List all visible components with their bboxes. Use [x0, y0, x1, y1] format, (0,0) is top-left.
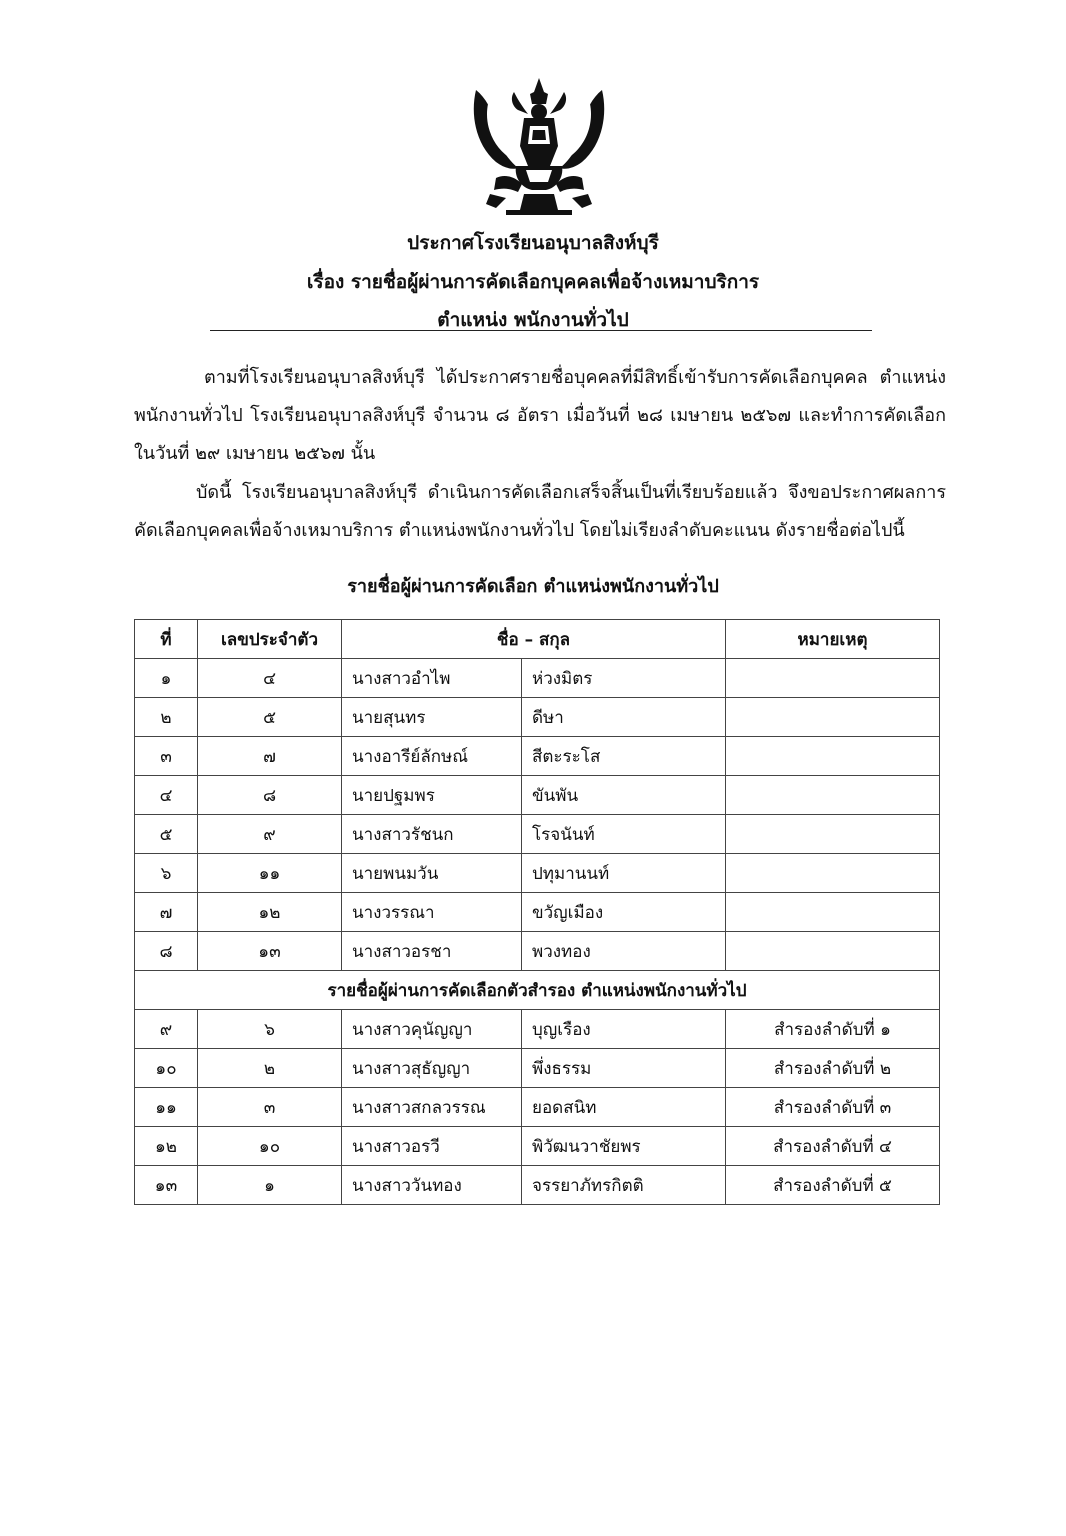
cell-id: ๔ [198, 659, 342, 698]
cell-last-name: พึ่งธรรม [522, 1049, 726, 1088]
cell-note [726, 776, 940, 815]
cell-first-name: นางสาวสกลวรรณ [342, 1088, 522, 1127]
cell-no: ๘ [135, 932, 198, 971]
cell-no: ๓ [135, 737, 198, 776]
table-title: รายชื่อผู้ผ่านการคัดเลือก ตำแหน่งพนักงานทั่วไป [347, 576, 719, 597]
cell-first-name: นายพนมวัน [342, 854, 522, 893]
cell-note [726, 893, 940, 932]
results-table [134, 619, 940, 1205]
cell-last-name: สีตะระโส [522, 737, 726, 776]
cell-id: ๗ [198, 737, 342, 776]
cell-no: ๑๐ [135, 1049, 198, 1088]
cell-note [726, 698, 940, 737]
cell-no: ๗ [135, 893, 198, 932]
table-row [135, 698, 940, 737]
table-header-row [135, 620, 940, 659]
column-header-note: หมายเหตุ [726, 620, 940, 659]
cell-last-name: บุญเรือง [522, 1010, 726, 1049]
cell-no: ๔ [135, 776, 198, 815]
table-row [135, 1166, 940, 1205]
column-header-name: ชื่อ – สกุล [342, 620, 726, 659]
cell-last-name: ขวัญเมือง [522, 893, 726, 932]
cell-first-name: นางวรรณา [342, 893, 522, 932]
cell-first-name: นางสาววันทอง [342, 1166, 522, 1205]
cell-note: สำรองลำดับที่ ๒ [726, 1049, 940, 1088]
table-row [135, 815, 940, 854]
cell-note: สำรองลำดับที่ ๓ [726, 1088, 940, 1127]
cell-no: ๑๓ [135, 1166, 198, 1205]
cell-id: ๑๒ [198, 893, 342, 932]
table-row [135, 1010, 940, 1049]
cell-note [726, 737, 940, 776]
body-paragraph-2: บัดนี้ โรงเรียนอนุบาลสิงห์บุรี ดำเนินการคัดเลือกเสร็จสิ้นเป็นที่เรียบร้อยแล้ว จึงขอประกาศผลการคัดเลือกบุคคลเพื่อจ้างเหมาบริการ ตำแหน่งพนักงานทั่วไป โดยไม่เรียงลำดับคะแนน ดังรายชื่อต่อไปนี้ [134, 482, 946, 541]
table-body [135, 659, 940, 1205]
column-header-id: เลขประจำตัว [198, 620, 342, 659]
cell-no: ๑๑ [135, 1088, 198, 1127]
cell-id: ๙ [198, 815, 342, 854]
table-row [135, 854, 940, 893]
cell-id: ๕ [198, 698, 342, 737]
announcement-subject: เรื่อง รายชื่อผู้ผ่านการคัดเลือกบุคคลเพื่อจ้างเหมาบริการ [306, 271, 760, 293]
cell-no: ๑๒ [135, 1127, 198, 1166]
cell-first-name: นายสุนทร [342, 698, 522, 737]
table-row [135, 737, 940, 776]
cell-note [726, 854, 940, 893]
cell-id: ๑๓ [198, 932, 342, 971]
cell-note: สำรองลำดับที่ ๕ [726, 1166, 940, 1205]
cell-last-name: ห่วงมิตร [522, 659, 726, 698]
cell-no: ๖ [135, 854, 198, 893]
table-row [135, 932, 940, 971]
cell-last-name: พิวัฒนวาชัยพร [522, 1127, 726, 1166]
table-row [135, 893, 940, 932]
cell-first-name: นางสาวอรชา [342, 932, 522, 971]
table-row [135, 1088, 940, 1127]
cell-no: ๒ [135, 698, 198, 737]
table-row [135, 776, 940, 815]
cell-last-name: จรรยาภัทรกิตติ [522, 1166, 726, 1205]
cell-first-name: นางสาวอรวี [342, 1127, 522, 1166]
cell-note: สำรองลำดับที่ ๔ [726, 1127, 940, 1166]
cell-note [726, 659, 940, 698]
cell-id: ๖ [198, 1010, 342, 1049]
garuda-emblem [466, 70, 612, 220]
table-row [135, 659, 940, 698]
cell-first-name: นางสาวคุนัญญา [342, 1010, 522, 1049]
cell-first-name: นางสาวรัชนก [342, 815, 522, 854]
cell-last-name: ปทุมานนท์ [522, 854, 726, 893]
cell-no: ๙ [135, 1010, 198, 1049]
reserve-header-row [135, 971, 940, 1010]
cell-first-name: นางอารีย์ลักษณ์ [342, 737, 522, 776]
cell-id: ๑ [198, 1166, 342, 1205]
cell-no: ๑ [135, 659, 198, 698]
cell-last-name: โรจนันท์ [522, 815, 726, 854]
title-underline [210, 330, 872, 331]
cell-id: ๘ [198, 776, 342, 815]
cell-id: ๑๐ [198, 1127, 342, 1166]
reserve-section-title: รายชื่อผู้ผ่านการคัดเลือกตัวสำรอง ตำแหน่งพนักงานทั่วไป [135, 971, 940, 1010]
cell-note: สำรองลำดับที่ ๑ [726, 1010, 940, 1049]
cell-no: ๕ [135, 815, 198, 854]
table-row [135, 1127, 940, 1166]
cell-first-name: นางสาวอำไพ [342, 659, 522, 698]
body-paragraph-1: ตามที่โรงเรียนอนุบาลสิงห์บุรี ได้ประกาศรายชื่อบุคคลที่มีสิทธิ์เข้ารับการคัดเลือกบุคคล ตำแหน่งพนักงานทั่วไป โรงเรียนอนุบาลสิงห์บุรี จำนวน ๘ อัตรา เมื่อวันที่ ๒๘ เมษายน ๒๕๖๗ และทำการคัดเลือกในวันที่ ๒๙ เมษายน ๒๕๖๗ นั้น [134, 367, 946, 464]
table-row [135, 1049, 940, 1088]
cell-last-name: พวงทอง [522, 932, 726, 971]
announcement-position: ตำแหน่ง พนักงานทั่วไป [437, 309, 629, 331]
cell-last-name: ยอดสนิท [522, 1088, 726, 1127]
cell-id: ๑๑ [198, 854, 342, 893]
cell-id: ๒ [198, 1049, 342, 1088]
column-header-no: ที่ [135, 620, 198, 659]
cell-note [726, 815, 940, 854]
cell-first-name: นางสาวสุธัญญา [342, 1049, 522, 1088]
cell-last-name: ดีษา [522, 698, 726, 737]
cell-note [726, 932, 940, 971]
cell-last-name: ขันพัน [522, 776, 726, 815]
cell-first-name: นายปฐมพร [342, 776, 522, 815]
announcement-title: ประกาศโรงเรียนอนุบาลสิงห์บุรี [407, 232, 659, 254]
cell-id: ๓ [198, 1088, 342, 1127]
